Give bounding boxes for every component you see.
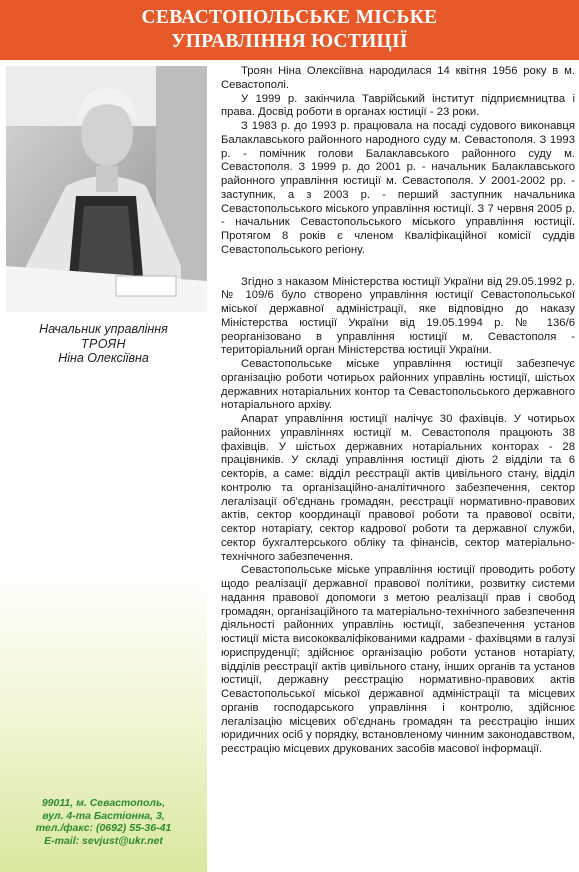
section-gap [221, 258, 575, 276]
page-header [0, 0, 579, 60]
contact-phone: тел./факс: (0692) 55-36-41 [35, 822, 172, 835]
contact-address-line-2: вул. 4-та Бастіонна, 3, [42, 809, 165, 822]
photo-caption [0, 322, 207, 366]
article-body [221, 65, 575, 757]
body-paragraph: Згідно з наказом Міністерства юстиції України від 29.05.1992 р. № 109/6 було створено управління юстиції Севастопольської міської державної адміністрації, яке відповідно до наказу Міністерства юстиції України від 19.05.1994 р. № 136/6 реорганізовано в управління юстиції м. Севастополя - територіальний орган Міністерства юстиції України. [221, 275, 575, 357]
body-paragraph: Севастопольське міське управління юстиції проводить роботу щодо реалізації державної правової політики, розвитку системи надання правової допомоги з метою реалізації прав і свобод громадян, організаційного та матеріально-технічного забезпечення діяльності районних управлінь юстиції, забезпечення установ юстиції міста висококваліфікованими кадрами - фахівцями в галузі юриспруденції; здійснює організацію роботи установ нотаріату, відділів реєстрації актів цивільного стану, інших органів та установ юстиції, державну реєстрацію нормативно-правових актів Севастопольської міської державної адміністрації та місцевих органів господарського управління і контролю, здійснює легалізацію місцевих об'єднань громадян та реєстрацію інших юридичних осіб у порядку, встановленому чинним законодавством, реєстрацію місцевих друкованих засобів масової інформації. [221, 564, 575, 755]
portrait-photo [6, 66, 207, 312]
body-paragraph: Апарат управління юстиції налічує 30 фахівців. У чотирьох районних управліннях юстиції м. Севастополя працюють 38 фахівців. У шістьох державних нотаріальних конторах - 28 працівників. У складі управління юстиції діють 2 відділи та 6 секторів, а саме: відділ реєстрації актів цивільного стану, відділ контролю та організаційно-аналітичного забезпечення, сектор легалізації об'єднань громадян, реєстрації нормативно-правових актів, сектор координації правової роботи та правової освіти, сектор нотаріату, сектор кадрової роботи та державної служби, сектор бухгалтерського обліку та фінансів, сектор матеріально-технічного забезпечення. [221, 413, 575, 563]
header-title-line-1: СЕВАСТОПОЛЬСЬКЕ МІСЬКЕ [141, 7, 438, 28]
bio-paragraph: З 1983 р. до 1993 р. працювала на посаді судового виконавця Балаклавського районного народного суду м. Севастополя. З 1993 р. - помічник голови Балаклавського районного суду м. Севастополя. З 1999 р. до 2001 р. - начальник Балаклавського районного управління юстиції м. Севастополя. У 2001-2002 рр. - заступник, а з 2003 р. - перший заступник начальника Севастопольського міського управління юстиції. З 7 червня 2005 р. - начальник Севастопольського міського управління юстиції. Протягом 8 років є членом Кваліфікаційної комісії суддів Севастопольського регіону. [221, 120, 575, 256]
body-paragraph: Севастопольське міське управління юстиції забезпечує організацію роботи чотирьох районних управлінь юстиції, шістьох державних нотаріальних контор та Севастопольського державного нотаріального архіву. [221, 358, 575, 412]
bio-paragraph: Троян Ніна Олексіївна народилася 14 квітня 1956 року в м. Севастополі. [221, 65, 575, 91]
caption-name: Ніна Олексіївна [58, 351, 149, 365]
bio-paragraph: У 1999 р. закінчила Таврійський інститут підприємництва і права. Досвід роботи в органах юстиції - 23 роки. [221, 92, 575, 119]
left-sidebar [0, 60, 207, 872]
header-title-line-2: УПРАВЛІННЯ ЮСТИЦІЇ [171, 31, 408, 52]
contact-block [0, 797, 207, 847]
caption-position: Начальник управління [39, 322, 168, 336]
contact-address-line-1: 99011, м. Севастополь, [41, 797, 166, 809]
contact-email[interactable]: E-mail: sevjust@ukr.net [44, 834, 163, 847]
caption-surname: ТРОЯН [81, 336, 126, 351]
